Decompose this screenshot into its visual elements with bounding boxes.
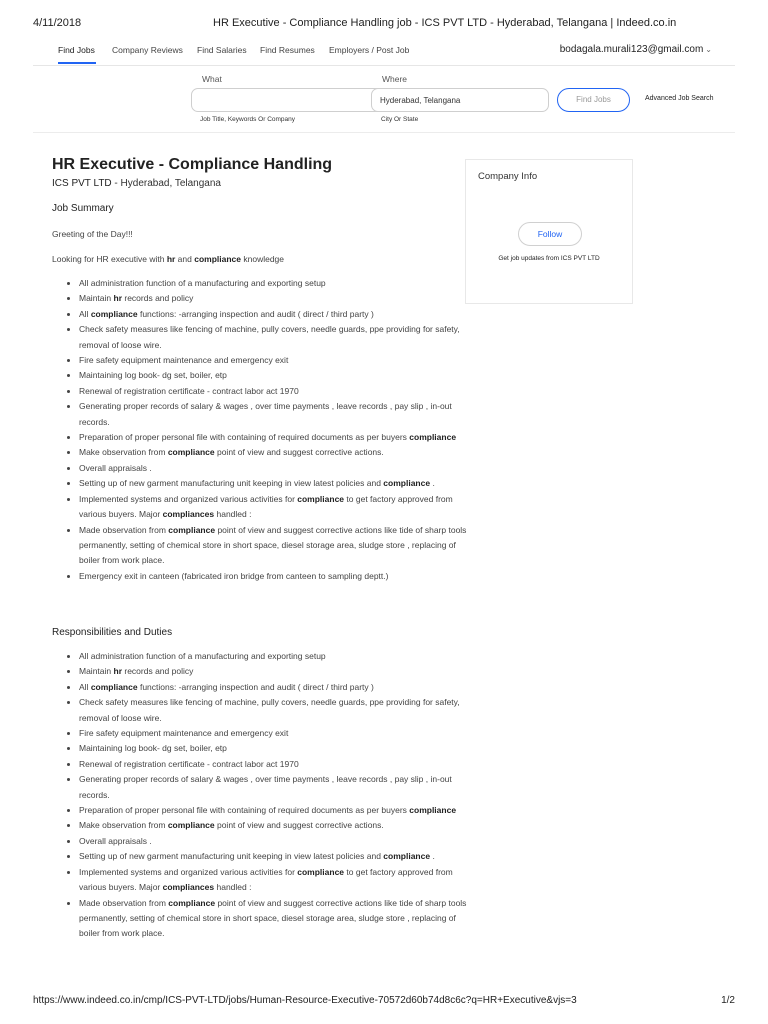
where-label: Where — [382, 74, 408, 84]
list-item-text: Maintaining log book- dg set, boiler, etp — [79, 370, 227, 381]
print-date: 4/11/2018 — [33, 17, 82, 29]
print-footer — [33, 995, 735, 1009]
list-item — [79, 741, 479, 756]
list-item — [79, 695, 479, 726]
what-input[interactable] — [191, 88, 401, 112]
list-item-text: Generating proper records of salary & wages , over time payments , leave records , pay slip , in-out records. — [79, 401, 452, 427]
responsibilities-header: Responsibilities and Duties — [52, 627, 173, 638]
list-item-text: All administration function of a manufacturing and exporting setup — [79, 651, 326, 661]
list-item — [79, 680, 479, 695]
keyword: hr — [113, 293, 122, 304]
list-item-text: handled : — [214, 509, 252, 520]
list-item-text: point of view and suggest corrective actions like tide of sharp tools permanently, setting of chemical store in short space, diesel storage area, sludge store , replacing of boiler from work place. — [79, 897, 467, 939]
list-item-text: Overall appraisals . — [79, 462, 152, 473]
nav-find-resumes[interactable]: Find Resumes — [260, 45, 315, 55]
list-item-text: Preparation of proper personal file with containing of required documents as per buyers — [79, 432, 410, 443]
looking-text-2: and — [175, 254, 195, 264]
list-item — [79, 353, 479, 368]
list-item — [79, 476, 479, 491]
list-item-text: Make observation from — [79, 820, 168, 831]
company-name[interactable]: ICS PVT LTD — [52, 178, 112, 189]
list-item — [79, 492, 479, 523]
list-item-text: functions: -arranging inspection and audit ( direct / third party ) — [137, 308, 374, 319]
company-info-title: Company Info — [478, 171, 538, 182]
list-item-text: records and policy — [122, 293, 194, 304]
list-item-text: handled : — [214, 882, 252, 893]
list-item — [79, 368, 479, 383]
nav-find-jobs[interactable]: Find Jobs — [58, 45, 95, 55]
list-item — [79, 818, 479, 833]
keyword: compliance — [90, 308, 138, 319]
active-tab-indicator — [58, 62, 96, 64]
keyword: compliance — [168, 524, 216, 535]
company-location — [52, 178, 221, 189]
list-item-text: to get factory approved from various buyers. Major — [79, 866, 453, 893]
advanced-search-link[interactable]: Advanced Job Search — [645, 95, 714, 102]
keyword: compliances — [162, 882, 215, 893]
list-item — [79, 276, 479, 291]
list-item-text: to get factory approved from various buyers. Major — [79, 493, 453, 520]
what-hint: Job Title, Keywords Or Company — [200, 116, 296, 123]
search-bar — [33, 66, 735, 133]
list-item-text: All administration function of a manufacturing and exporting setup — [79, 278, 326, 288]
list-item-text: Made observation from — [79, 897, 169, 908]
list-item — [79, 849, 479, 864]
list-item-text: Check safety measures like fencing of machine, pully covers, needle guards, ppe providing for safety, removal of loose wire. — [79, 697, 460, 723]
list-item — [79, 757, 479, 772]
keyword: compliance — [383, 478, 431, 489]
keyword: compliances — [162, 509, 215, 520]
print-url: https://www.indeed.co.in/cmp/ICS-PVT-LTD/jobs/Human-Resource-Executive-70572d60b74d8c6c?q=HR+Executive&vjs=3 — [33, 995, 577, 1006]
list-item-text: Fire safety equipment maintenance and emergency exit — [79, 355, 289, 366]
greeting-text: Greeting of the Day!!! — [52, 229, 133, 239]
list-item-text: All — [79, 308, 91, 319]
print-header — [33, 17, 735, 33]
job-title: HR Executive - Compliance Handling — [52, 156, 333, 173]
keyword: hr — [113, 666, 122, 677]
keyword: compliance — [167, 820, 215, 831]
keyword: compliance — [297, 493, 345, 504]
list-item-text: Implemented systems and organized various activities for — [79, 493, 298, 504]
list-item — [79, 834, 479, 849]
responsibilities-bullet-list — [52, 649, 479, 942]
keyword: compliance — [90, 681, 138, 692]
list-item — [79, 399, 479, 430]
summary-bullet-list — [52, 276, 479, 584]
job-summary-header: Job Summary — [52, 203, 114, 214]
list-item-text: Maintaining log book- dg set, boiler, etp — [79, 743, 227, 754]
follow-button[interactable]: Follow — [518, 222, 582, 246]
what-label: What — [202, 74, 222, 84]
keyword: compliance — [168, 897, 216, 908]
job-location: - Hyderabad, Telangana — [111, 178, 221, 189]
list-item — [79, 523, 479, 569]
list-item-text: Made observation from — [79, 524, 169, 535]
nav-employers-post-job[interactable]: Employers / Post Job — [329, 45, 410, 55]
list-item — [79, 322, 479, 353]
list-item-text: functions: -arranging inspection and audit ( direct / third party ) — [137, 681, 374, 692]
list-item-text: Renewal of registration certificate - contract labor act 1970 — [79, 758, 299, 769]
list-item-text: Renewal of registration certificate - contract labor act 1970 — [79, 385, 299, 396]
list-item-text: Setting up of new garment manufacturing unit keeping in view latest policies and — [79, 478, 384, 489]
list-item — [79, 772, 479, 803]
list-item-text: point of view and suggest corrective actions. — [214, 820, 384, 831]
list-item-text: point of view and suggest corrective actions. — [214, 447, 384, 458]
list-item — [79, 865, 479, 896]
list-item — [79, 569, 479, 584]
list-item — [79, 445, 479, 460]
list-item-text: Maintain — [79, 666, 114, 677]
list-item-text: Emergency exit in canteen (fabricated iron bridge from canteen to sampling deptt.) — [79, 570, 389, 581]
list-item — [79, 726, 479, 741]
list-item-text: Preparation of proper personal file with containing of required documents as per buyers — [79, 805, 410, 816]
list-item — [79, 664, 479, 679]
list-item-text: All — [79, 681, 91, 692]
keyword: compliance — [167, 447, 215, 458]
keyword: compliance — [409, 432, 457, 443]
where-input[interactable] — [371, 88, 549, 112]
list-item — [79, 430, 479, 445]
nav-company-reviews[interactable]: Company Reviews — [112, 45, 183, 55]
list-item-text: Check safety measures like fencing of machine, pully covers, needle guards, ppe providing for safety, removal of loose wire. — [79, 324, 460, 350]
where-hint: City Or State — [381, 116, 419, 123]
list-item — [79, 291, 479, 306]
list-item-text: Make observation from — [79, 447, 168, 458]
keyword-hr: hr — [166, 254, 176, 264]
list-item-text: . — [430, 478, 435, 489]
keyword: compliance — [297, 866, 345, 877]
company-info-panel — [465, 159, 633, 304]
list-item-text: point of view and suggest corrective actions like tide of sharp tools permanently, setting of chemical store in short space, diesel storage area, sludge store , replacing of boiler from work place. — [79, 524, 467, 566]
list-item-text: Implemented systems and organized various activities for — [79, 866, 298, 877]
list-item-text: Setting up of new garment manufacturing unit keeping in view latest policies and — [79, 851, 384, 862]
find-jobs-button[interactable]: Find Jobs — [557, 88, 630, 112]
keyword-compliance: compliance — [194, 254, 241, 264]
user-email: bodagala.murali123@gmail.com — [559, 44, 704, 55]
list-item-text: Maintain — [79, 293, 114, 304]
top-nav — [33, 38, 735, 66]
list-item — [79, 384, 479, 399]
list-item — [79, 803, 479, 818]
list-item-text: . — [430, 851, 435, 862]
list-item-text: Generating proper records of salary & wages , over time payments , leave records , pay slip , in-out records. — [79, 774, 452, 800]
chevron-down-icon: ⌄ — [705, 45, 712, 54]
list-item-text: Overall appraisals . — [79, 835, 152, 846]
print-page-number: 1/2 — [721, 995, 735, 1006]
list-item — [79, 461, 479, 476]
list-item-text: records and policy — [122, 666, 194, 677]
looking-text-1: Looking for HR executive with — [52, 254, 167, 264]
follow-note: Get job updates from ICS PVT LTD — [498, 255, 600, 262]
keyword: compliance — [383, 851, 431, 862]
user-account-menu[interactable] — [560, 44, 712, 55]
keyword: compliance — [409, 805, 457, 816]
list-item — [79, 896, 479, 942]
list-item — [79, 307, 479, 322]
looking-for-text — [52, 254, 284, 264]
list-item-text: Fire safety equipment maintenance and emergency exit — [79, 728, 289, 739]
looking-text-3: knowledge — [241, 254, 285, 264]
print-page-title: HR Executive - Compliance Handling job - ICS PVT LTD - Hyderabad, Telangana | Indeed.co.in — [213, 17, 677, 29]
nav-find-salaries[interactable]: Find Salaries — [197, 45, 247, 55]
list-item — [79, 649, 479, 664]
